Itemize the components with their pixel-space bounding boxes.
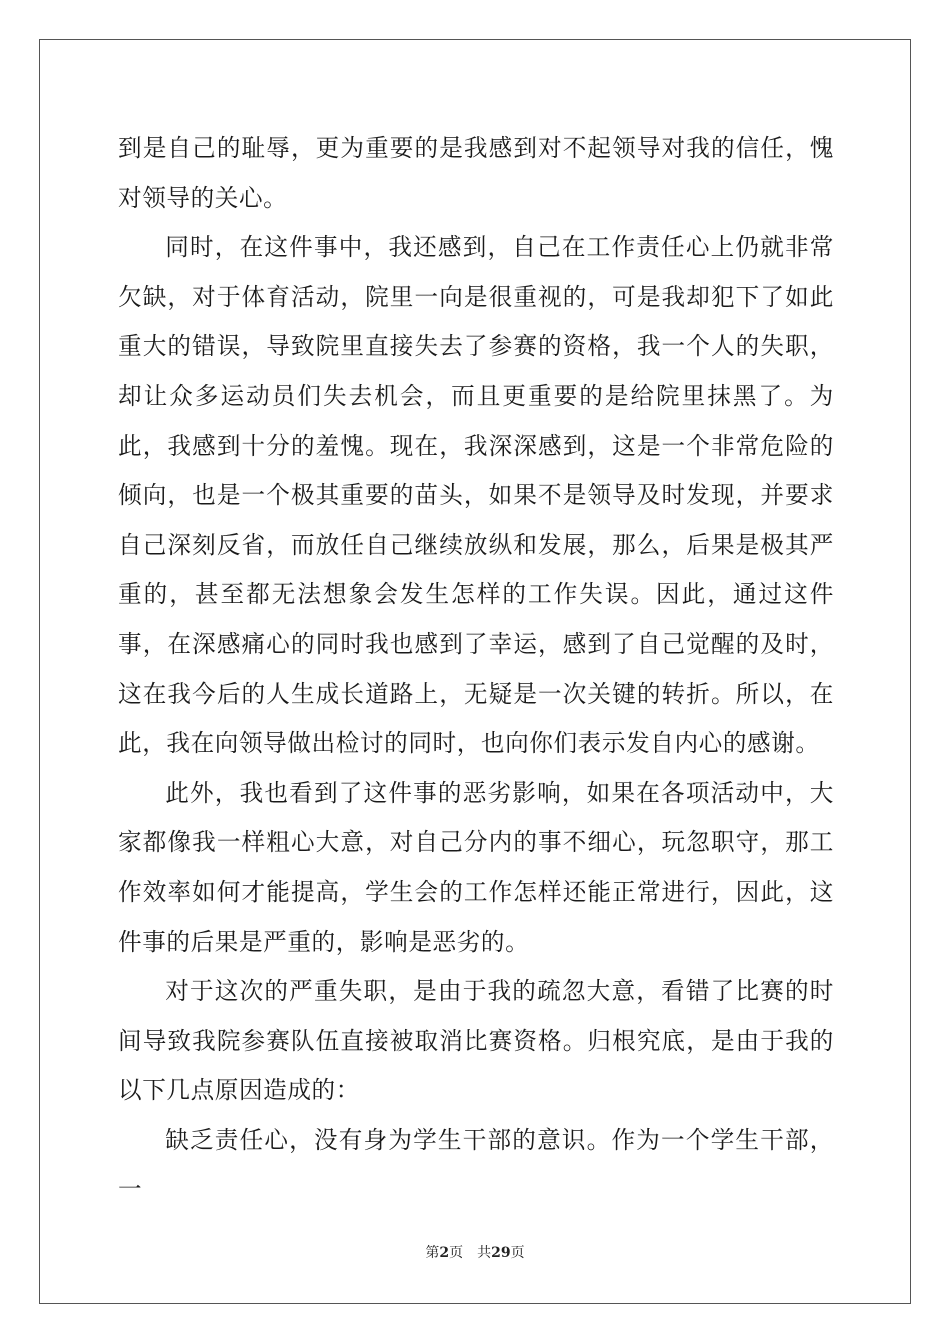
- paragraph-4: 对于这次的严重失职，是由于我的疏忽大意，看错了比赛的时间导致我院参赛队伍直接被取消比赛资格。归根究底，是由于我的以下几点原因造成的：: [118, 977, 834, 1105]
- paragraph-5: 缺乏责任心，没有身为学生干部的意识。作为一个学生干部，一: [118, 1125, 834, 1204]
- paragraph-2: 同时，在这件事中，我还感到，自己在工作责任心上仍就非常欠缺，对于体育活动，院里一向是很重视的，可是我却犯下了如此重大的错误，导致院里直接失去了参赛的资格，我一个人的失职，却让众多运动员们失去机会，而且更重要的是给院里抹黑了。为此，我感到十分的羞愧。现在，我深深感到，这是一个非常危险的倾向，也是一个极其重要的苗头，如果不是领导及时发现，并要求自己深刻反省，而放任自己继续放纵和发展，那么，后果是极其严重的，甚至都无法想象会发生怎样的工作失误。因此，通过这件事，在深感痛心的同时我也感到了幸运，感到了自己觉醒的及时，这在我今后的人生成长道路上，无疑是一次关键的转折。所以，在此，我在向领导做出检讨的同时，也向你们表示发自内心的感谢。: [118, 233, 834, 758]
- page-prefix: 第: [425, 1245, 440, 1261]
- paragraph-3: 此外，我也看到了这件事的恶劣影响，如果在各项活动中，大家都像我一样粗心大意，对自己分内的事不细心，玩忽职守，那工作效率如何才能提高，学生会的工作怎样还能正常进行，因此，这件事的后果是严重的，影响是恶劣的。: [118, 778, 834, 956]
- page-suffix: 页: [449, 1245, 464, 1261]
- total-prefix: 共: [477, 1245, 492, 1261]
- current-page-number: 2: [439, 1245, 450, 1261]
- total-page-number: 29: [491, 1245, 511, 1261]
- page-footer: [0, 1243, 950, 1263]
- paragraph-1: 到是自己的耻辱，更为重要的是我感到对不起领导对我的信任，愧对领导的关心。: [118, 134, 834, 212]
- total-suffix: 页: [510, 1245, 525, 1261]
- document-body: [118, 124, 834, 1215]
